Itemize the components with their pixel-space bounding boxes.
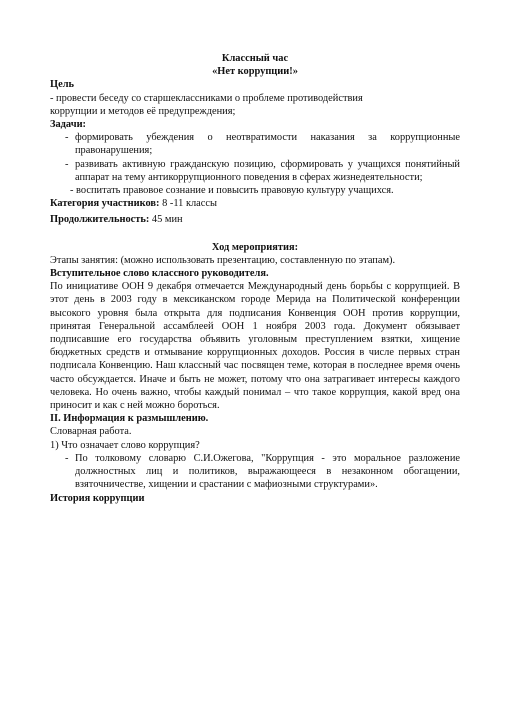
progress-heading: Ход мероприятия: bbox=[211, 241, 299, 253]
category-line bbox=[50, 197, 460, 210]
dash-marker: - bbox=[65, 132, 69, 144]
spacer bbox=[50, 227, 460, 241]
goal-text-line1: - провести беседу со старшеклассниками о проблеме противодействия bbox=[50, 92, 363, 104]
task-item: - воспитать правовое сознание и повысить правовую культуру учащихся. bbox=[70, 185, 394, 197]
definition-item bbox=[50, 452, 460, 492]
goal-heading: Цель bbox=[50, 79, 75, 91]
task-text: формировать убеждения о неотвратимости наказания за коррупционные правонарушения; bbox=[75, 132, 460, 157]
duration-value: 45 мин bbox=[149, 214, 183, 226]
question1-text: 1) Что означает слово коррупция? bbox=[50, 439, 200, 451]
dash-marker: - bbox=[65, 452, 69, 464]
dash-marker: - bbox=[65, 158, 69, 170]
task-item bbox=[50, 158, 460, 184]
intro-heading: Вступительное слово классного руководителя. bbox=[50, 268, 269, 280]
goal-text-line2: коррупции и методов её предупреждения; bbox=[50, 105, 236, 117]
task-item bbox=[50, 131, 460, 157]
vocab-text: Словарная работа. bbox=[50, 426, 132, 438]
duration-line bbox=[50, 213, 460, 226]
doc-title-line2: «Нет коррупции!» bbox=[212, 66, 298, 78]
tasks-heading: Задачи: bbox=[50, 119, 87, 131]
category-value: 8 -11 классы bbox=[159, 198, 217, 210]
stages-text: Этапы занятия: (можно использовать презентацию, составленную по этапам). bbox=[50, 254, 396, 266]
doc-title-line1: Классный час bbox=[221, 53, 289, 64]
section2-heading: II. Информация к размышлению. bbox=[50, 413, 209, 425]
definition-text: По толковому словарю С.И.Ожегова, "Коррупция - это моральное разложение должностных лиц и политиков, выражающееся в незаконном обогащении, взяточничестве, хищении и срастании с мафиозными структурами». bbox=[75, 452, 460, 491]
task-text: развивать активную гражданскую позицию, сформировать у учащихся понятийный аппарат на тему антикоррупционного поведения в сферах жизнедеятельности; bbox=[75, 158, 460, 183]
history-heading: История коррупции bbox=[50, 492, 145, 504]
category-label: Категория участников: bbox=[50, 198, 160, 210]
duration-label: Продолжительность: bbox=[50, 214, 150, 226]
intro-paragraph: По инициативе ООН 9 декабря отмечается Международный день борьбы с коррупцией. В этот день в 2003 году в мексиканском городе Мерида на Политической конференции высокого уровня была открыта для подписания Конвенция ООН против коррупции, принятая Генеральной ассамблеей ООН 1 ноября 2003 года. Документ обязывает подписавшие его государства объявить уголовным преступлением взятки, хищение бюджетных средств и отмывание коррупционных доходов. Россия в числе первых стран подписала Конвенцию. Наш классный час посвящен теме, которая в последнее время очень часто обсуждается. Иначе и быть не может, потому что она затрагивает интересы каждого человека. Но очень важно, чтобы каждый понимал – что такое коррупция, какой вред она приносит и как с ней можно бороться. bbox=[50, 281, 460, 412]
